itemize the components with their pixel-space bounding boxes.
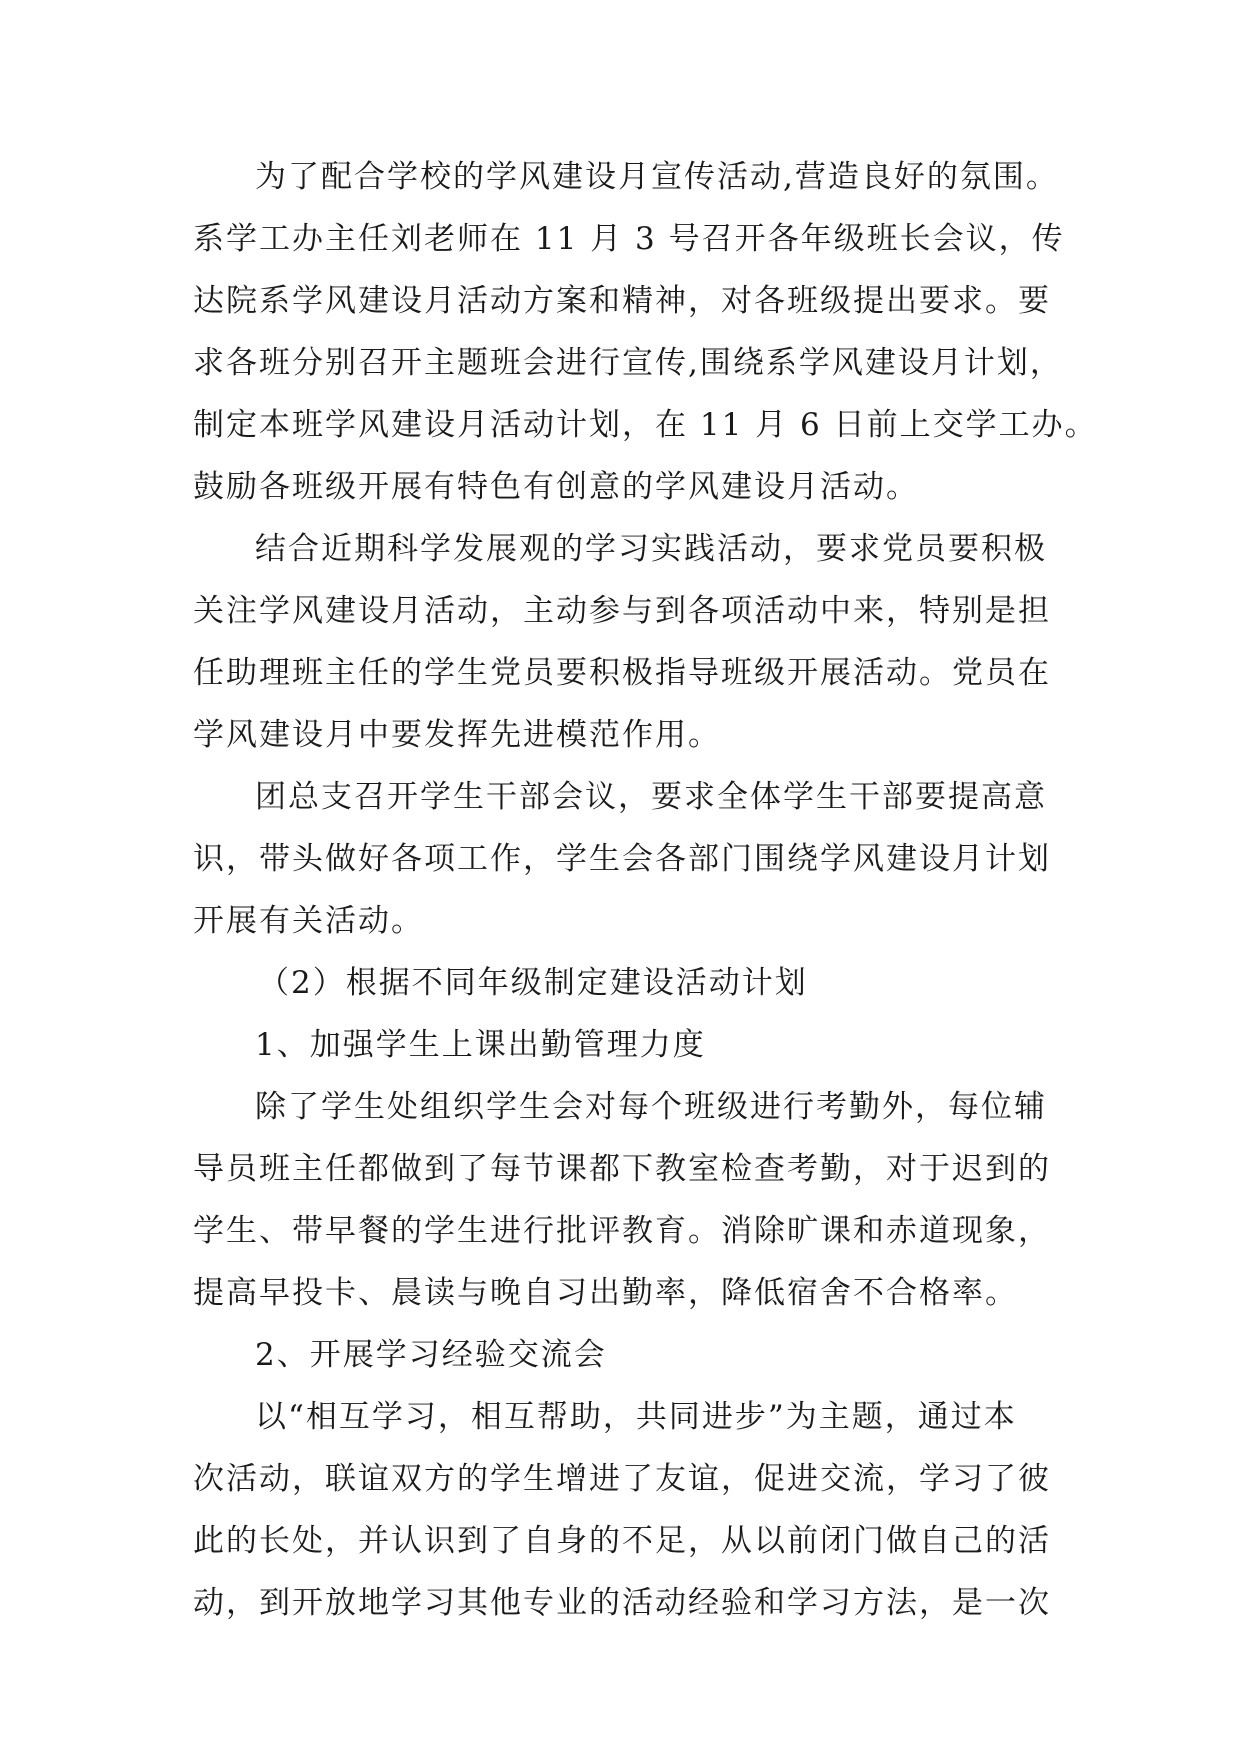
text-line: 学生、带早餐的学生进行批评教育。消除旷课和赤道现象， xyxy=(193,1213,1051,1249)
text-line: 制定本班学风建设月活动计划，在 11 月 6 日前上交学工办。 xyxy=(193,407,1098,443)
text-line: 结合近期科学发展观的学习实践活动，要求党员要积极 xyxy=(255,531,1047,567)
text-line: 识，带头做好各项工作，学生会各部门围绕学风建设月计划 xyxy=(193,841,1051,877)
text-line: 鼓励各班级开展有特色有创意的学风建设月活动。 xyxy=(193,469,919,505)
text-line: 次活动，联谊双方的学生增进了友谊，促进交流，学习了彼 xyxy=(193,1461,1051,1497)
text-line: 团总支召开学生干部会议，要求全体学生干部要提高意 xyxy=(255,779,1047,815)
list-heading: 2、开展学习经验交流会 xyxy=(255,1337,607,1373)
text-line: 导员班主任都做到了每节课都下教室检查考勤，对于迟到的 xyxy=(193,1151,1051,1187)
text-line: 除了学生处组织学生会对每个班级进行考勤外，每位辅 xyxy=(255,1089,1047,1125)
list-heading: 1、加强学生上课出勤管理力度 xyxy=(255,1027,706,1063)
text-line: 为了配合学校的学风建设月宣传活动,营造良好的氛围。 xyxy=(255,159,1059,195)
text-line: 关注学风建设月活动，主动参与到各项活动中来，特别是担 xyxy=(193,593,1051,629)
text-line: 动，到开放地学习其他专业的活动经验和学习方法，是一次 xyxy=(193,1585,1051,1621)
text-line: 任助理班主任的学生党员要积极指导班级开展活动。党员在 xyxy=(193,655,1051,691)
text-line: 系学工办主任刘老师在 11 月 3 号召开各年级班长会议，传 xyxy=(193,221,1065,257)
section-heading: （2）根据不同年级制定建设活动计划 xyxy=(258,965,808,1001)
text-line: 学风建设月中要发挥先进模范作用。 xyxy=(193,717,721,753)
text-line: 以“相互学习，相互帮助，共同进步”为主题，通过本 xyxy=(255,1399,1017,1435)
text-line: 提高早投卡、晨读与晚自习出勤率，降低宿舍不合格率。 xyxy=(193,1275,1018,1311)
text-line: 求各班分别召开主题班会进行宣传,围绕系学风建设月计划， xyxy=(193,345,1063,381)
text-line: 此的长处，并认识到了自身的不足，从以前闭门做自己的活 xyxy=(193,1523,1051,1559)
text-line: 开展有关活动。 xyxy=(193,903,424,939)
text-line: 达院系学风建设月活动方案和精神，对各班级提出要求。要 xyxy=(193,283,1051,319)
